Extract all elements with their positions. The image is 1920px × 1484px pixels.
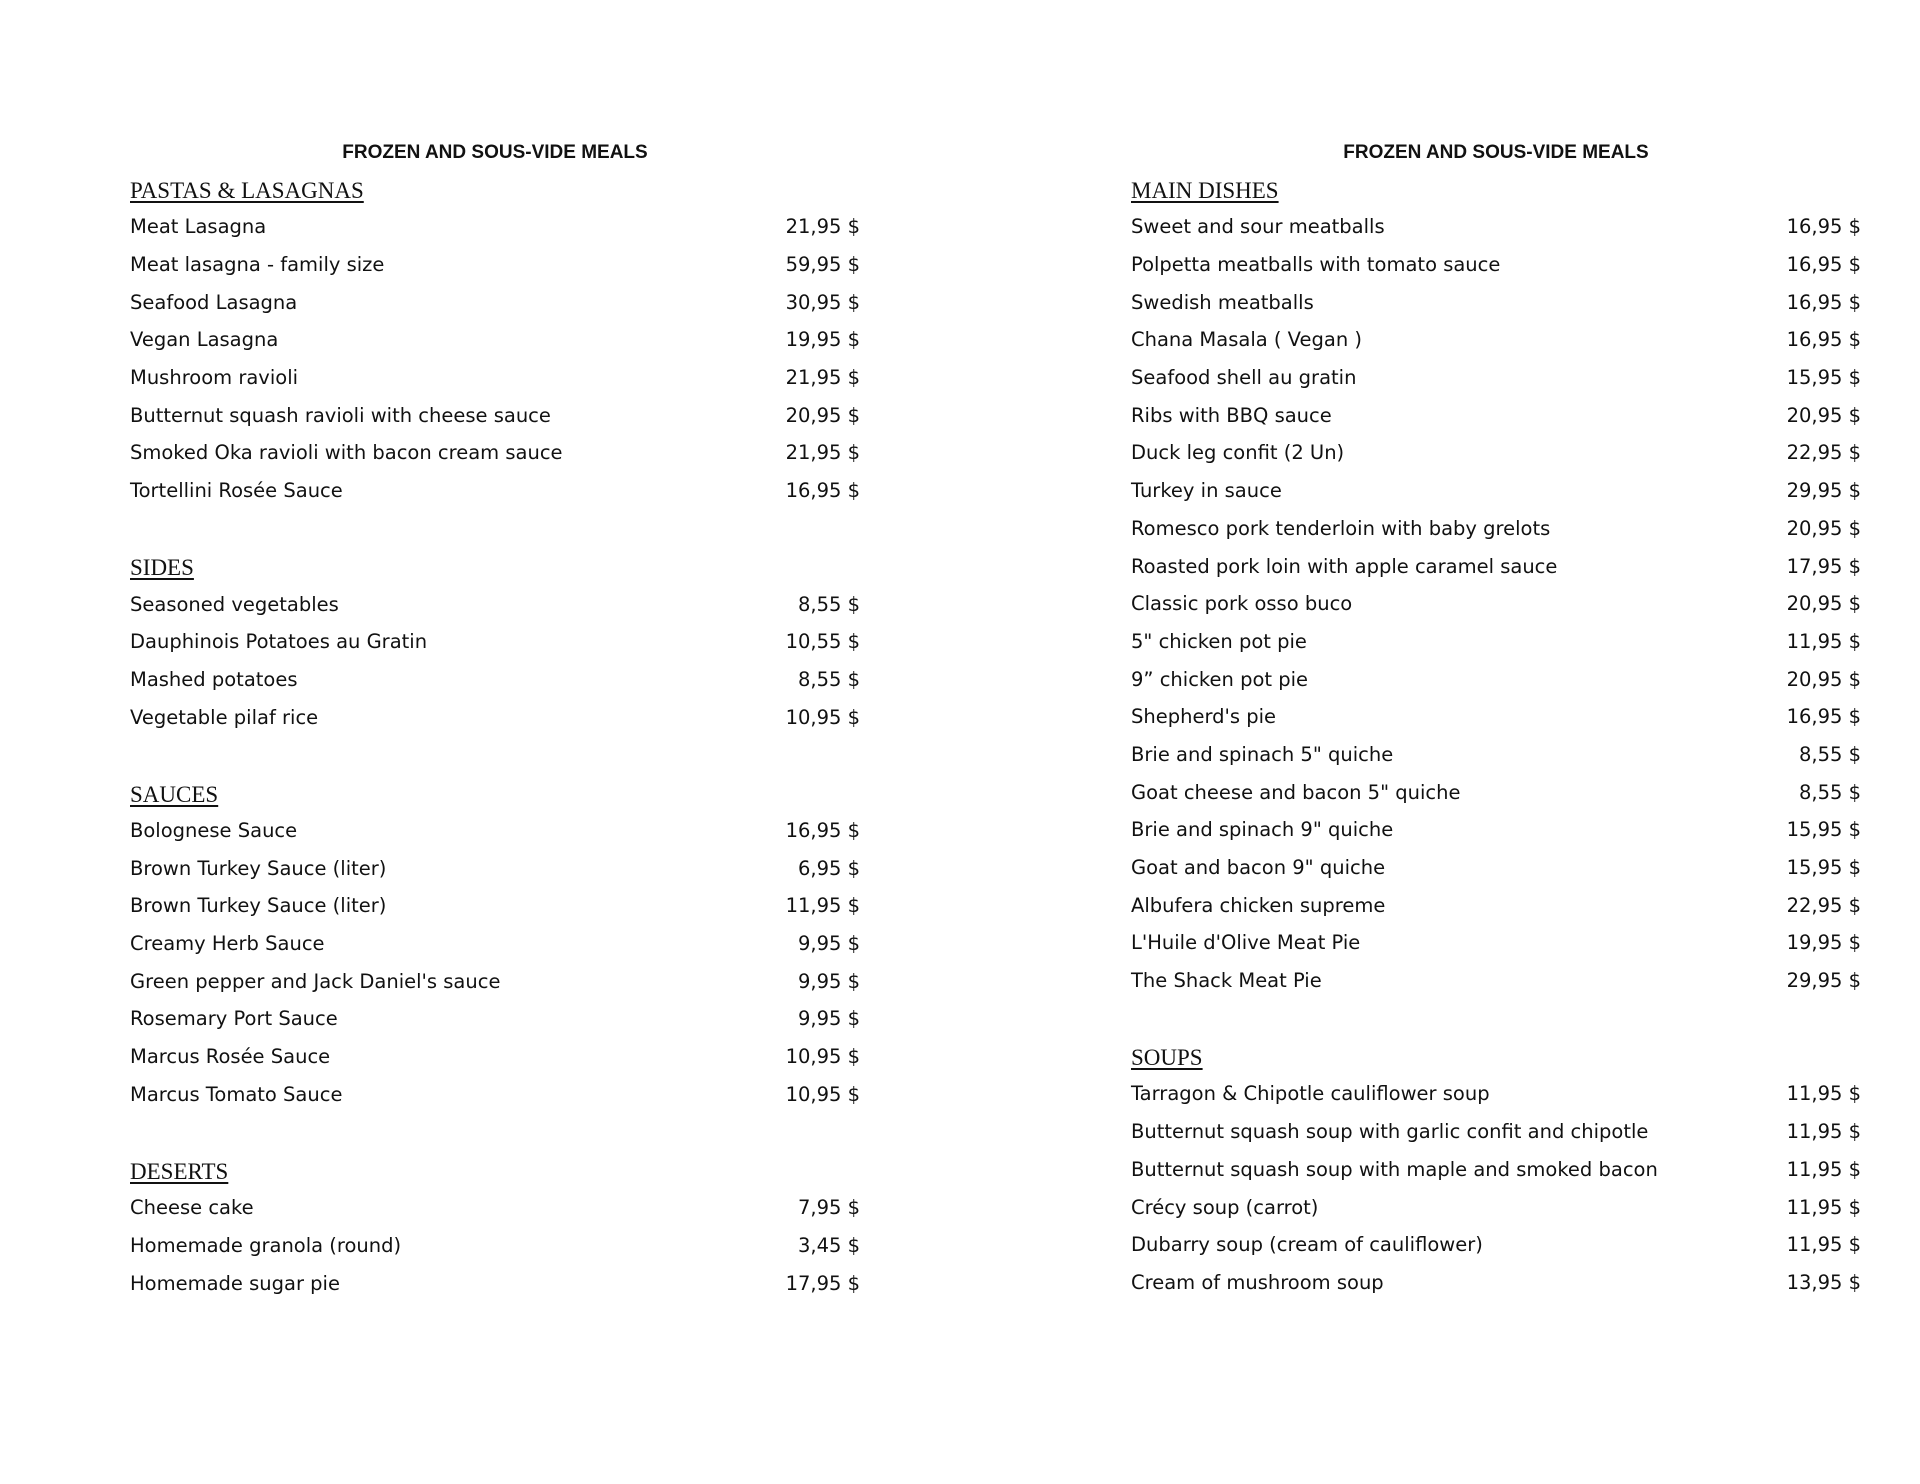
section-pastas-lasagnas [130, 170, 860, 510]
menu-item-name: Sweet and sour meatballs [1131, 215, 1385, 239]
menu-item-price: 8,55 $ [1798, 742, 1861, 766]
menu-item [1131, 1075, 1861, 1113]
menu-item-name: Bolognese Sauce [130, 818, 298, 842]
menu-item [130, 812, 860, 850]
menu-item [130, 925, 860, 963]
menu-item-price: 21,95 $ [785, 366, 860, 390]
menu-item [1131, 510, 1861, 548]
menu-item-name: Goat cheese and bacon 5" quiche [1131, 780, 1461, 804]
menu-item [1131, 1113, 1861, 1151]
menu-item-name: Butternut squash soup with maple and smoked bacon [1131, 1157, 1658, 1181]
section-deserts [130, 1151, 860, 1302]
section-main-dishes [1131, 170, 1861, 999]
menu-item [1131, 1226, 1861, 1264]
menu-item-name: Green pepper and Jack Daniel's sauce [130, 969, 501, 993]
menu-item [1131, 623, 1861, 661]
menu-item-price: 16,95 $ [1786, 215, 1861, 239]
section-spacer [130, 1113, 860, 1151]
menu-item [130, 246, 860, 284]
menu-item-price: 11,95 $ [1786, 1157, 1861, 1181]
menu-item [1131, 246, 1861, 284]
section-title: MAIN DISHES [1131, 178, 1279, 203]
menu-item-price: 17,95 $ [1786, 554, 1861, 578]
menu-item-name: Classic pork osso buco [1131, 592, 1353, 616]
menu-item-price: 20,95 $ [1786, 516, 1861, 540]
menu-heading: FROZEN AND SOUS-VIDE MEALS [342, 142, 648, 163]
section-sides [130, 547, 860, 736]
section-title: DESERTS [130, 1158, 229, 1184]
menu-item [130, 585, 860, 623]
menu-item-name: Brie and spinach 9" quiche [1131, 818, 1394, 842]
menu-item-price: 21,95 $ [785, 441, 860, 465]
menu-item-price: 9,95 $ [797, 1007, 860, 1031]
menu-item [1131, 321, 1861, 359]
menu-item-name: Meat Lasagna [130, 215, 267, 239]
menu-item-price: 16,95 $ [785, 818, 860, 842]
menu-item-price: 13,95 $ [1786, 1270, 1861, 1294]
menu-item-price: 59,95 $ [785, 253, 860, 277]
menu-item [1131, 886, 1861, 924]
menu-item-name: Vegetable pilaf rice [130, 705, 319, 729]
menu-item [130, 623, 860, 661]
menu-item-name: Duck leg confit (2 Un) [1131, 441, 1345, 465]
menu-item [1131, 698, 1861, 736]
menu-item-name: Swedish meatballs [1131, 290, 1314, 314]
menu-item [1131, 849, 1861, 887]
menu-heading: FROZEN AND SOUS-VIDE MEALS [1343, 142, 1649, 163]
menu-item-price: 11,95 $ [1786, 1233, 1861, 1257]
menu-item-name: Seafood Lasagna [130, 290, 298, 314]
menu-item [130, 1189, 860, 1227]
menu-item-name: Tarragon & Chipotle cauliflower soup [1131, 1082, 1490, 1106]
menu-item-price: 20,95 $ [1786, 403, 1861, 427]
menu-item-price: 22,95 $ [1786, 441, 1861, 465]
menu-item [130, 434, 860, 472]
menu-item-name: Mushroom ravioli [130, 366, 299, 390]
section-spacer [1131, 999, 1861, 1037]
menu-item-name: Seasoned vegetables [130, 592, 339, 616]
menu-item-name: Turkey in sauce [1131, 479, 1282, 503]
menu-item-price: 20,95 $ [785, 403, 860, 427]
section-title: SOUPS [1131, 1045, 1203, 1071]
menu-item-name: Dubarry soup (cream of cauliflower) [1131, 1233, 1483, 1257]
menu-item-price: 16,95 $ [785, 479, 860, 503]
menu-item-price: 20,95 $ [1786, 667, 1861, 691]
menu-item [130, 359, 860, 397]
menu-item [130, 208, 860, 246]
menu-item [130, 1075, 860, 1113]
menu-item-name: Crécy soup (carrot) [1131, 1195, 1319, 1219]
menu-item-price: 6,95 $ [797, 856, 860, 880]
menu-item-price: 8,55 $ [1798, 780, 1861, 804]
menu-item [1131, 1188, 1861, 1226]
menu-item-price: 10,95 $ [785, 705, 860, 729]
menu-item [1131, 434, 1861, 472]
menu-item-name: 5" chicken pot pie [1131, 629, 1307, 653]
section-title: SIDES [130, 555, 194, 581]
menu-item-name: The Shack Meat Pie [1131, 969, 1322, 993]
menu-item [1131, 472, 1861, 510]
menu-item-price: 11,95 $ [785, 894, 860, 918]
menu-item-price: 16,95 $ [1786, 328, 1861, 352]
right-menu-column [1131, 140, 1861, 1301]
menu-item-name: Marcus Tomato Sauce [130, 1082, 343, 1106]
menu-item-price: 17,95 $ [785, 1271, 860, 1295]
menu-item-price: 29,95 $ [1786, 479, 1861, 503]
menu-item-name: Marcus Rosée Sauce [130, 1045, 331, 1069]
menu-item-price: 8,55 $ [797, 592, 860, 616]
menu-item [130, 849, 860, 887]
menu-item [130, 962, 860, 1000]
menu-item [1131, 547, 1861, 585]
menu-item-name: Romesco pork tenderloin with baby grelots [1131, 516, 1551, 540]
menu-item-price: 15,95 $ [1786, 856, 1861, 880]
menu-item [1131, 736, 1861, 774]
menu-item-price: 30,95 $ [785, 290, 860, 314]
menu-item [1131, 1264, 1861, 1302]
menu-item-name: Smoked Oka ravioli with bacon cream sauce [130, 441, 563, 465]
menu-item-price: 16,95 $ [1786, 253, 1861, 277]
menu-item-price: 8,55 $ [797, 667, 860, 691]
section-spacer [130, 736, 860, 774]
menu-item-price: 15,95 $ [1786, 366, 1861, 390]
menu-item-name: Butternut squash soup with garlic confit and chipotle [1131, 1120, 1649, 1144]
menu-item [130, 1000, 860, 1038]
menu-item-name: L'Huile d'Olive Meat Pie [1131, 931, 1361, 955]
menu-item [130, 887, 860, 925]
menu-item-name: Rosemary Port Sauce [130, 1007, 338, 1031]
menu-item-price: 11,95 $ [1786, 1120, 1861, 1144]
section-spacer [130, 510, 860, 548]
menu-item [1131, 811, 1861, 849]
menu-item-name: Homemade granola (round) [130, 1233, 402, 1257]
menu-item-price: 9,95 $ [797, 932, 860, 956]
menu-item-price: 7,95 $ [797, 1196, 860, 1220]
menu-item-price: 11,95 $ [1786, 1082, 1861, 1106]
menu-item-price: 11,95 $ [1786, 629, 1861, 653]
menu-item [130, 283, 860, 321]
menu-item [1131, 924, 1861, 962]
menu-item [1131, 208, 1861, 246]
menu-item-name: Polpetta meatballs with tomato sauce [1131, 253, 1501, 277]
menu-item-name: Cream of mushroom soup [1131, 1270, 1384, 1294]
menu-item-name: Chana Masala ( Vegan ) [1131, 328, 1363, 352]
menu-item-price: 16,95 $ [1786, 705, 1861, 729]
menu-item-name: Brown Turkey Sauce (liter) [130, 894, 387, 918]
menu-item [130, 472, 860, 510]
menu-item-name: Ribs with BBQ sauce [1131, 403, 1332, 427]
menu-item-name: Seafood shell au gratin [1131, 366, 1357, 390]
menu-item [130, 396, 860, 434]
section-title: SAUCES [130, 781, 219, 807]
menu-item-name: Dauphinois Potatoes au Gratin [130, 630, 428, 654]
section-soups [1131, 1037, 1861, 1301]
menu-item-name: Vegan Lasagna [130, 328, 279, 352]
menu-item-price: 11,95 $ [1786, 1195, 1861, 1219]
menu-item-price: 3,45 $ [797, 1233, 860, 1257]
menu-item [1131, 359, 1861, 397]
menu-item-name: Cheese cake [130, 1196, 254, 1220]
menu-item [1131, 283, 1861, 321]
menu-item-name: Meat lasagna - family size [130, 253, 385, 277]
menu-item-price: 20,95 $ [1786, 592, 1861, 616]
menu-item-price: 29,95 $ [1786, 969, 1861, 993]
menu-item [130, 1038, 860, 1076]
menu-item-price: 19,95 $ [1786, 931, 1861, 955]
menu-item [1131, 396, 1861, 434]
menu-item-name: Roasted pork loin with apple caramel sauce [1131, 554, 1558, 578]
menu-item-price: 21,95 $ [785, 215, 860, 239]
menu-item [130, 661, 860, 699]
menu-item [1131, 773, 1861, 811]
menu-item-price: 10,95 $ [785, 1082, 860, 1106]
menu-item-name: 9” chicken pot pie [1131, 667, 1309, 691]
menu-item-price: 22,95 $ [1786, 893, 1861, 917]
menu-item-name: Homemade sugar pie [130, 1271, 340, 1295]
menu-item-name: Brie and spinach 5" quiche [1131, 742, 1394, 766]
menu-item-name: Butternut squash ravioli with cheese sauce [130, 403, 551, 427]
section-sauces [130, 774, 860, 1114]
menu-item [1131, 962, 1861, 1000]
menu-item [1131, 585, 1861, 623]
menu-item [130, 1264, 860, 1302]
section-title: PASTAS & LASAGNAS [130, 178, 364, 203]
menu-item-name: Tortellini Rosée Sauce [130, 479, 343, 503]
left-menu-column [130, 140, 860, 1302]
menu-item [1131, 1151, 1861, 1189]
menu-item-price: 19,95 $ [785, 328, 860, 352]
menu-item [130, 321, 860, 359]
menu-item-name: Albufera chicken supreme [1131, 893, 1386, 917]
menu-item-name: Creamy Herb Sauce [130, 932, 325, 956]
menu-item-price: 16,95 $ [1786, 290, 1861, 314]
menu-item-name: Mashed potatoes [130, 667, 298, 691]
menu-item-name: Goat and bacon 9" quiche [1131, 856, 1386, 880]
menu-item-name: Brown Turkey Sauce (liter) [130, 856, 387, 880]
menu-item [1131, 660, 1861, 698]
menu-item-price: 10,95 $ [785, 1045, 860, 1069]
menu-item-name: Shepherd's pie [1131, 705, 1277, 729]
menu-item-price: 15,95 $ [1786, 818, 1861, 842]
menu-item [130, 1227, 860, 1265]
menu-item [130, 698, 860, 736]
menu-item-price: 9,95 $ [797, 969, 860, 993]
menu-item-price: 10,55 $ [785, 630, 860, 654]
